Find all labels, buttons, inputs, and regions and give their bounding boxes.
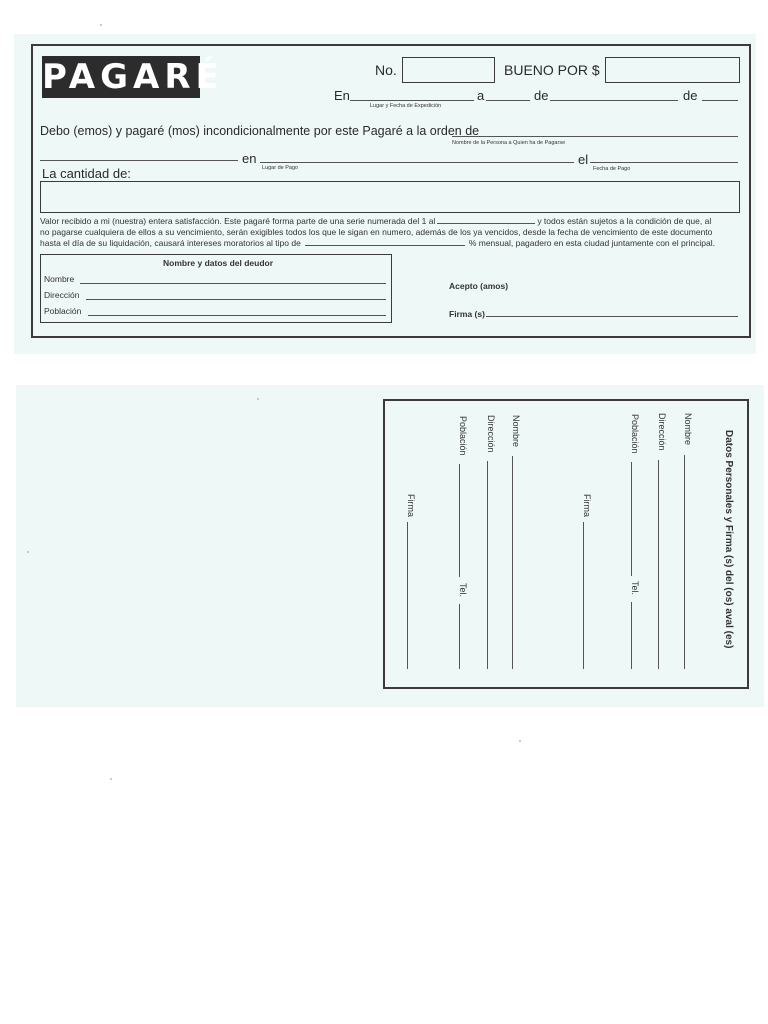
deudor-direccion-label: Dirección <box>44 290 80 300</box>
bueno-por-field[interactable] <box>605 57 740 83</box>
deudor-direccion-line[interactable] <box>86 299 386 300</box>
aval2-nombre-line[interactable] <box>512 456 513 669</box>
en-line[interactable] <box>350 100 474 101</box>
aval1-firma-label: Firma <box>582 494 592 517</box>
aval2-tel-label: Tel. <box>458 583 468 598</box>
acepto-label: Acepto (amos) <box>449 281 509 291</box>
nombre-persona-caption: Nombre de la Persona a Quien ha de Pagarse <box>452 140 566 146</box>
firma-line[interactable] <box>486 316 738 317</box>
de-label-1: de <box>534 88 549 103</box>
aval2-nombre-label: Nombre <box>511 415 521 448</box>
aval1-tel-label: Tel. <box>630 581 640 596</box>
cantidad-field[interactable] <box>40 181 740 213</box>
fecha-pago-caption: Fecha de Pago <box>593 166 631 172</box>
valor-line3-a: hasta el día de su liquidación, causará intereses moratorios al tipo de <box>40 238 301 248</box>
aval1-firma-line[interactable] <box>583 522 584 669</box>
orden-line[interactable] <box>452 136 738 137</box>
lugar-pago-line[interactable] <box>260 162 574 163</box>
aval1-tel-line[interactable] <box>631 602 632 669</box>
aval2-poblacion-line[interactable] <box>459 464 460 577</box>
aval2-tel-line[interactable] <box>459 604 460 669</box>
en-label-2: en <box>242 151 257 166</box>
aval1-direccion-line[interactable] <box>658 460 659 669</box>
en-label: En <box>334 88 350 103</box>
interes-line[interactable] <box>305 237 465 246</box>
scan-speck <box>519 740 521 742</box>
deudor-nombre-line[interactable] <box>80 283 386 284</box>
de-label-2: de <box>683 88 698 103</box>
aval-frame <box>383 399 749 689</box>
valor-line3-b: % mensual, pagadero en esta ciudad juntamente con el principal. <box>468 238 716 248</box>
aval1-nombre-label: Nombre <box>683 413 693 446</box>
a-label: a <box>477 88 485 103</box>
scan-speck <box>100 24 102 26</box>
cantidad-label: La cantidad de: <box>42 166 131 181</box>
valor-line1-b: y todos están sujetos a la condición de que, al <box>537 216 712 226</box>
lugar-fecha-caption: Lugar y Fecha de Expedición <box>370 103 442 109</box>
valor-line1-a: Valor recibido a mi (nuestra) entera satisfacción. Este pagaré forma parte de una serie numerada del 1 al <box>40 216 436 226</box>
el-label: el <box>578 152 589 167</box>
bueno-por-label: BUENO POR $ <box>504 62 600 78</box>
scan-speck <box>27 551 29 553</box>
aval2-direccion-line[interactable] <box>487 461 488 669</box>
aval-title: Datos Personales y Firma (s) del (os) aval (es) <box>723 430 734 649</box>
deudor-poblacion-line[interactable] <box>88 315 386 316</box>
fecha-pago-line[interactable] <box>590 162 738 163</box>
aval1-poblacion-label: Población <box>630 414 640 454</box>
aval2-poblacion-label: Población <box>458 416 468 456</box>
firma-label: Firma (s) <box>449 309 485 319</box>
aval1-direccion-label: Dirección <box>657 413 667 451</box>
de-line-2[interactable] <box>702 100 738 101</box>
scan-speck <box>110 778 112 780</box>
pagare-logo: PAGARÉ <box>42 57 224 97</box>
deudor-poblacion-label: Población <box>44 306 82 316</box>
valor-line2: no pagarse cualquiera de ellos a su vencimiento, serán exigibles todos los que le sigan en numero, además de los ya vencidos, desde la fecha de vencimiento de este documento <box>40 226 713 237</box>
valor-paragraph <box>40 215 740 249</box>
serie-line[interactable] <box>437 215 535 224</box>
cantidad-pre-line[interactable] <box>40 160 238 161</box>
no-label: No. <box>375 62 397 78</box>
lugar-pago-caption: Lugar de Pago <box>262 165 299 171</box>
scan-speck <box>257 398 259 400</box>
aval1-poblacion-line[interactable] <box>631 462 632 576</box>
aval2-firma-label: Firma <box>406 494 416 517</box>
no-field[interactable] <box>402 57 495 83</box>
aval1-nombre-line[interactable] <box>684 455 685 669</box>
debo-text: Debo (emos) y pagaré (mos) incondicionalmente por este Pagaré a la orden de <box>40 124 480 138</box>
deudor-nombre-label: Nombre <box>44 274 75 284</box>
aval2-direccion-label: Dirección <box>486 415 496 453</box>
a-line[interactable] <box>486 100 530 101</box>
deudor-title: Nombre y datos del deudor <box>163 258 274 268</box>
de-line-1[interactable] <box>550 100 678 101</box>
aval2-firma-line[interactable] <box>407 522 408 669</box>
